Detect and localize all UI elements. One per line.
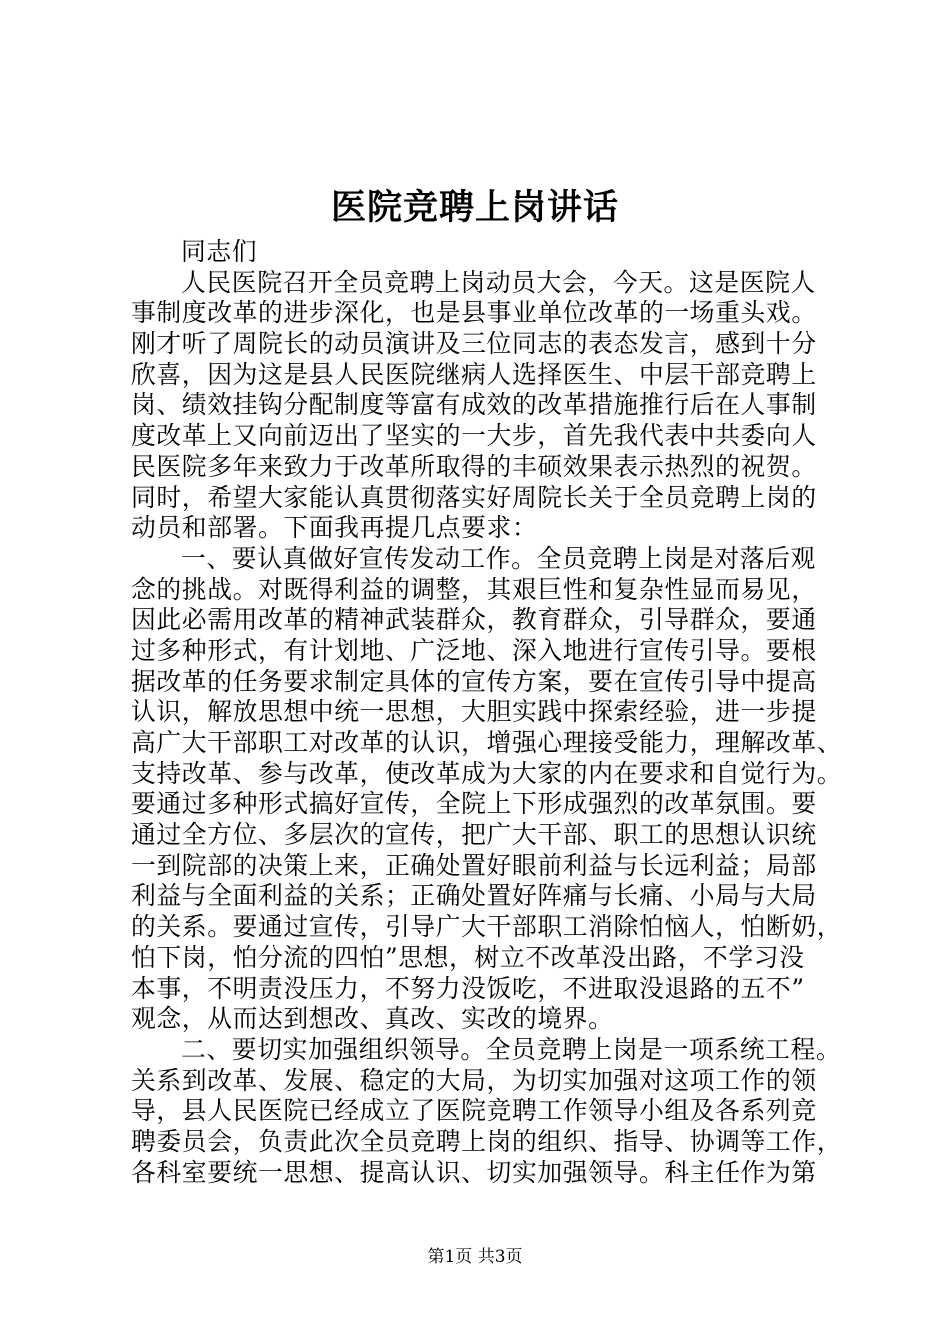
body-line: 各科室要统一思想、提高认识、切实加强领导。科主任作为第 xyxy=(131,1157,817,1187)
body-line: 怕下岗，怕分流的四怕”思想，树立不改革没出路，不学习没 xyxy=(131,942,805,972)
body-line: 二、要切实加强组织领导。全员竞聘上岗是一项系统工程。 xyxy=(181,1034,842,1064)
body-line: 动员和部署。下面我再提几点要求： xyxy=(131,513,538,543)
body-line: 的关系。要通过宣传，引导广大干部职工消除怕恼人，怕断奶， xyxy=(131,912,843,942)
body-line: 同时，希望大家能认真贯彻落实好周院长关于全员竞聘上岗的 xyxy=(131,482,817,512)
body-line: 高广大干部职工对改革的认识，增强心理接受能力，理解改革、 xyxy=(131,728,843,757)
body-line: 观念，从而达到想改、真改、实改的境界。 xyxy=(131,1004,614,1034)
body-line: 岗、绩效挂钩分配制度等富有成效的改革措施推行后在人事制 xyxy=(131,390,817,420)
body-line: 本事，不明责没压力，不努力没饭吃，不进取没退路的五不” xyxy=(131,973,805,1003)
body-line: 聘委员会，负责此次全员竞聘上岗的组织、指导、协调等工作， xyxy=(131,1126,843,1156)
document-body xyxy=(131,237,843,1188)
body-line: 因此必需用改革的精神武装群众，教育群众，引导群众，要通 xyxy=(131,605,817,635)
body-line: 一到院部的决策上来，正确处置好眼前利益与长远利益；局部 xyxy=(131,850,817,880)
body-line: 认识，解放思想中统一思想，大胆实践中探索经验，进一步提 xyxy=(131,697,817,727)
body-line: 导，县人民医院已经成立了医院竞聘工作领导小组及各系列竞 xyxy=(131,1096,817,1126)
body-line: 欣喜，因为这是县人民医院继病人选择医生、中层干部竞聘上 xyxy=(131,359,817,389)
body-line: 要通过多种形式搞好宣传，全院上下形成强烈的改革氛围。要 xyxy=(131,789,817,819)
body-line: 关系到改革、发展、稳定的大局，为切实加强对这项工作的领 xyxy=(131,1065,817,1095)
body-line: 过多种形式，有计划地、广泛地、深入地进行宣传引导。要根 xyxy=(131,635,817,665)
body-line: 刚才听了周院长的动员演讲及三位同志的表态发言，感到十分 xyxy=(131,329,817,359)
body-line: 利益与全面利益的关系；正确处置好阵痛与长痛、小局与大局 xyxy=(131,881,817,911)
body-line: 事制度改革的进步深化，也是县事业单位改革的一场重头戏。 xyxy=(131,298,817,328)
body-line: 民医院多年来致力于改革所取得的丰硕效果表示热烈的祝贺。 xyxy=(131,451,817,481)
body-line: 念的挑战。对既得利益的调整，其艰巨性和复杂性显而易见， xyxy=(131,574,817,604)
body-line: 支持改革、参与改革，使改革成为大家的内在要求和自觉行为。 xyxy=(131,758,843,788)
page-footer: 第1页 共3页 xyxy=(427,1247,523,1267)
document-title: 医院竞聘上岗讲话 xyxy=(330,187,619,228)
body-line: 据改革的任务要求制定具体的宣传方案，要在宣传引导中提高 xyxy=(131,666,817,696)
body-line: 一、要认真做好宣传发动工作。全员竞聘上岗是对落后观 xyxy=(181,543,816,573)
body-line: 人民医院召开全员竞聘上岗动员大会，今天。这是医院人 xyxy=(181,267,816,297)
body-line: 同志们 xyxy=(181,237,258,266)
body-line: 通过全方位、多层次的宣传，把广大干部、职工的思想认识统 xyxy=(131,820,817,850)
body-line: 度改革上又向前迈出了坚实的一大步，首先我代表中共委向人 xyxy=(131,421,817,451)
